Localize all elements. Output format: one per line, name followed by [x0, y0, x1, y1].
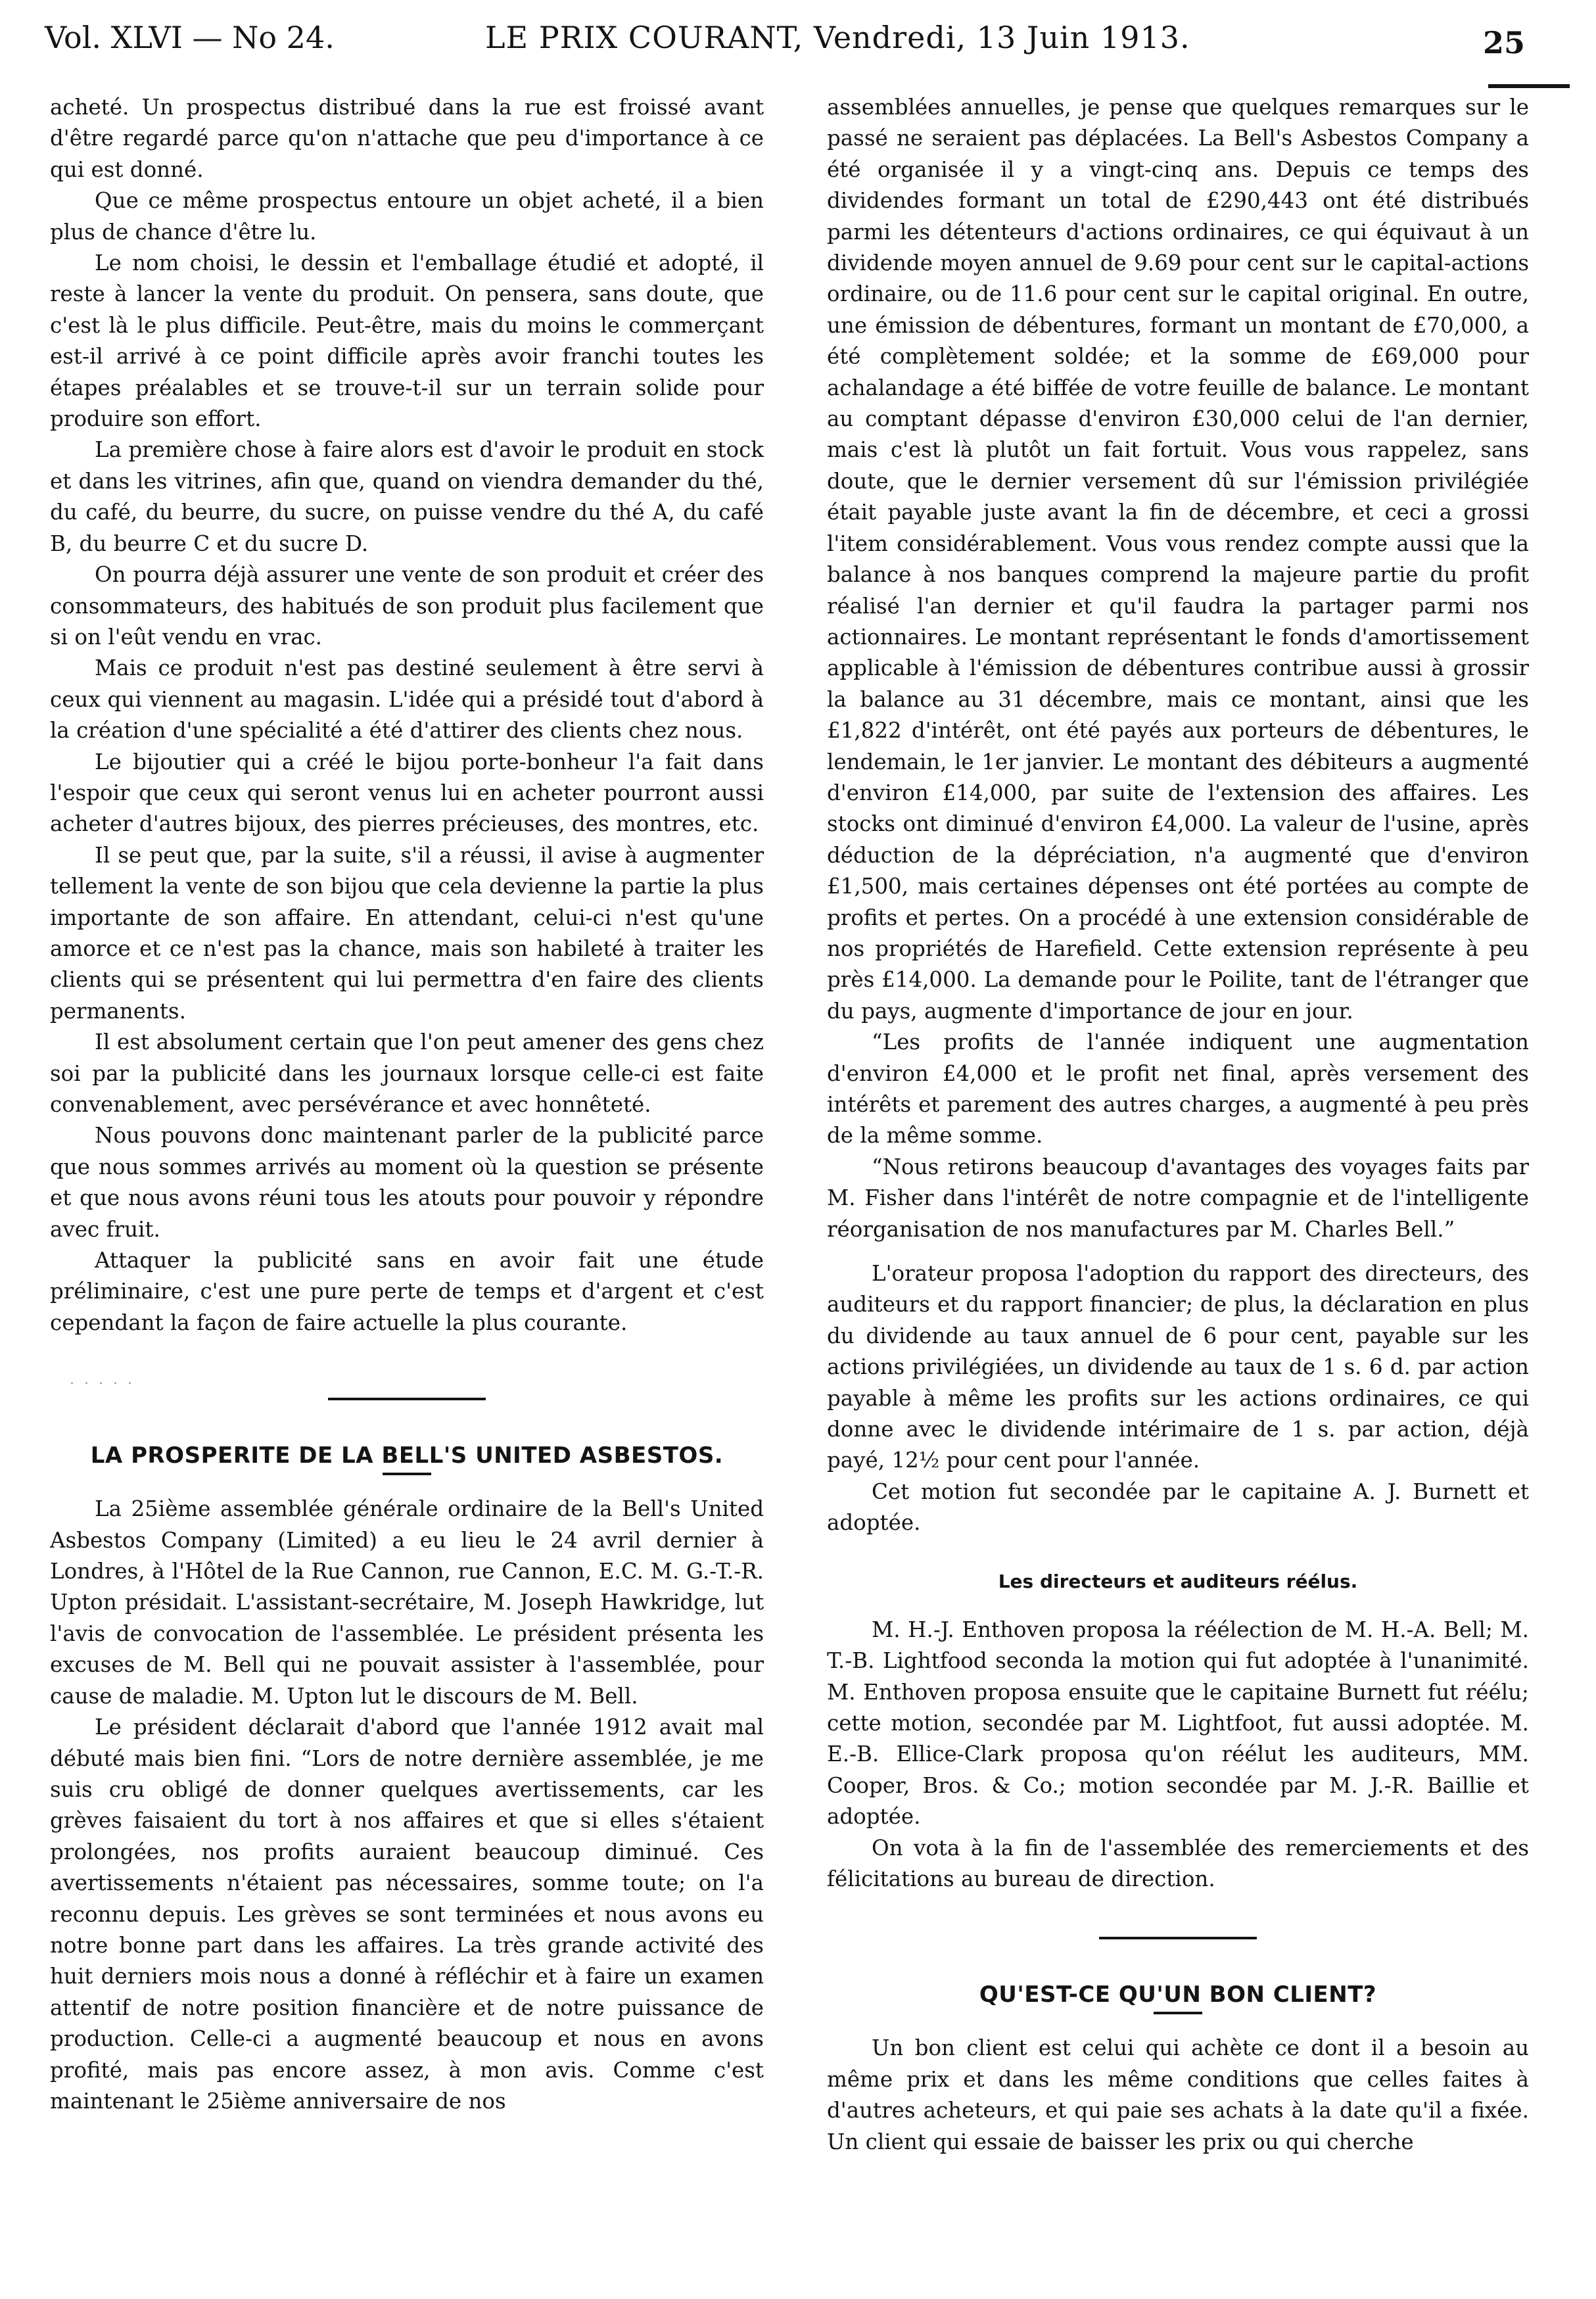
paragraph: Un bon client est celui qui achète ce dont il a besoin au même prix et dans les même conditions que celles faites à d'autres acheteurs, et qui paie ses achats à la date qu'il a fixée. Un client qui essaie de baisser les prix ou qui cherche [827, 2035, 1529, 2154]
print-speckles: . . . . . [70, 1371, 135, 1388]
paragraph: Le bijoutier qui a créé le bijou porte-bonheur l'a fait dans l'espoir que ceux qui seront venus lui en acheter pourront aussi acheter d'autres bijoux, des pierres précieuses, des montres, etc. [50, 749, 764, 837]
paragraph: L'orateur proposa l'adoption du rapport des directeurs, des auditeurs et du rapport financier; de plus, la déclaration en plus du dividende au taux annuel de 6 pour cent, payable sur les actions privilégiées, un dividende au taux de 1 s. 6 d. par action payable à même les profits sur les actions ordinaires, ce qui donne avec le dividende intérimaire de 1 s. par action, déjà payé, 12½ pour cent pour l'année. [827, 1261, 1529, 1473]
paragraph: Attaquer la publicité sans en avoir fait une étude préliminaire, c'est une pure perte de temps et d'argent et c'est cependant la façon de faire actuelle la plus courante. [50, 1248, 764, 1335]
paragraph: On vota à la fin de l'assemblée des remerciements et des félicitations au bureau de direction. [827, 1835, 1529, 1891]
page-header [45, 20, 1525, 72]
paragraph: Il se peut que, par la suite, s'il a réussi, il avise à augmenter tellement la vente de son bijou que cela devienne la partie la plus importante de son affaire. En attendant, celui-ci n'est qu'une amorce et ce n'est pas la chance, mais son habileté à traiter les clients qui se présentent qui lui permettra d'en faire des clients permanents. [50, 842, 764, 1024]
paragraph: Le nom choisi, le dessin et l'emballage étudié et adopté, il reste à lancer la vente du produit. On pensera, sans doute, que c'est là le plus difficile. Peut-être, mais du moins le commerçant est-il arrivé à ce point difficile après avoir franchi toutes les étapes préalables et se trouve-t-il sur un terrain solide pour produire son effort. [50, 250, 764, 432]
paragraph: La première chose à faire alors est d'avoir le produit en stock et dans les vitrines, afin que, quand on viendra demander du thé, du café, du beurre, du sucre, on puisse vendre du thé A, du café B, du beurre C et du sucre D. [50, 437, 764, 556]
section-title-bells-asbestos: LA PROSPERITE DE LA BELL'S UNITED ASBESTOS. [90, 1442, 724, 1469]
section-divider [1099, 1937, 1257, 1939]
section-title-good-client: QU'EST-CE QU'UN BON CLIENT? [979, 1981, 1377, 2008]
paragraph: Que ce même prospectus entoure un objet acheté, il a bien plus de chance d'être lu. [50, 188, 764, 245]
paragraph: “Nous retirons beaucoup d'avantages des voyages faits par M. Fisher dans l'intérêt de notre compagnie et de l'intelligente réorganisation de nos manufactures par M. Charles Bell.” [827, 1154, 1529, 1242]
paragraph: La 25ième assemblée générale ordinaire de la Bell's United Asbestos Company (Limited) a eu lieu le 24 avril dernier à Londres, à l'Hôtel de la Rue Cannon, rue Cannon, E.C. M. G.-T.-R. Upton présidait. L'assistant-secrétaire, M. Joseph Hawkridge, lut l'avis de convocation de l'assemblée. Le président présenta les excuses de M. Bell qui ne pouvait assister à l'assemblée, pour cause de maladie. M. Upton lut le discours de M. Bell. [50, 1496, 764, 1709]
paragraph: assemblées annuelles, je pense que quelques remarques sur le passé ne seraient pas déplacées. La Bell's Asbestos Company a été organisée il y a vingt-cinq ans. Depuis ce temps des dividendes formant un total de £290,443 ont été distribués parmi les détenteurs d'actions ordinaires, ce qui équivaut à un dividende moyen annuel de 9.69 pour cent sur le capital-actions ordinaire, ou de 11.6 pour cent sur le capital original. En outre, une émission de débentures, formant un montant de £70,000, a été complètement soldée; et la somme de £69,000 pour achalandage a été biffée de votre feuille de balance. Le montant au comptant dépasse d'environ £30,000 celui de l'an dernier, mais c'est là plutôt un fait fortuit. Vous vous rappelez, sans doute, que le dernier versement dû sur l'émission privilégiée était payable juste avant la fin de décembre, et ceci a grossi l'item considérablement. Vous vous rendez compte aussi que la balance à nos banques comprend la majeure partie du profit réalisé l'an dernier et qu'il faudra la partager parmi nos actionnaires. Le montant représentant le fonds d'amortissement applicable à l'émission de débentures contribue aussi à grossir la balance au 31 décembre, mais ce montant, ainsi que les £1,822 d'intérêt, ont été payés aux porteurs de débentures, le lendemain, le 1er janvier. Le montant des débiteurs a augmenté d'environ £14,000, par suite de l'extension des affaires. Les stocks ont diminué d'environ £4,000. La valeur de l'usine, après déduction de la dépréciation, n'a augmenté que d'environ £1,500, mais certaines dépenses ont été portées au compte de profits et pertes. On a procédé à une extension considérable de nos propriétés de Harefield. Cette extension représente à peu près £14,000. La demande pour le Poilite, tant de l'étranger que du pays, augmente d'importance de jour en jour. [827, 95, 1529, 1024]
page-number-underline [1488, 84, 1570, 88]
paragraph: acheté. Un prospectus distribué dans la rue est froissé avant d'être regardé parce qu'on n'attache que peu d'importance à ce qui est donné. [50, 95, 764, 182]
subheading-directors-reelected: Les directeurs et auditeurs réélus. [998, 1570, 1358, 1592]
page-number: 25 [1482, 25, 1525, 60]
paragraph: Le président déclarait d'abord que l'année 1912 avait mal débuté mais bien fini. “Lors de notre dernière assemblée, je me suis cru obligé de donner quelques avertissements, car les grèves faisaient du tort à nos affaires et que si elles s'étaient prolongées, nos profits auraient beaucoup diminué. Ces avertissements n'étaient pas nécessaires, somme toute; on l'a reconnu depuis. Les grèves se sont terminées et nous avons eu notre bonne part dans les affaires. La très grande activité des huit derniers mois nous a donné à réfléchir et à faire un examen attentif de notre position financière et de notre puissance de production. Celle-ci a augmenté beaucoup et nous en avons profité, mais pas encore assez, à mon avis. Comme c'est maintenant le 25ième anniversaire de nos [50, 1715, 764, 2114]
paragraph: Mais ce produit n'est pas destiné seulement à être servi à ceux qui viennent au magasin. L'idée qui a présidé tout d'abord à la création d'une spécialité a été d'attirer des clients chez nous. [50, 655, 764, 744]
volume-number: Vol. XLVI — No 24. [45, 20, 335, 55]
left-column [50, 92, 764, 2117]
section-divider [328, 1398, 486, 1400]
paragraph: Cet motion fut secondée par le capitaine A. J. Burnett et adoptée. [827, 1479, 1529, 1536]
paragraph: Nous pouvons donc maintenant parler de la publicité parce que nous sommes arrivés au moment où la question se présente et que nous avons réuni tous les atouts pour pouvoir y répondre avec fruit. [50, 1123, 764, 1242]
paragraph: M. H.-J. Enthoven proposa la réélection de M. H.-A. Bell; M. T.-B. Lightfood seconda la motion qui fut adoptée à l'unanimité. M. Enthoven proposa ensuite que le capitaine Burnett fut réélu; cette motion, secondée par M. Lightfoot, fut aussi adoptée. M. E.-B. Ellice-Clark proposa qu'on réélut les auditeurs, MM. Cooper, Bros. & Co.; motion secondée par M. J.-R. Baillie et adoptée. [827, 1617, 1529, 1830]
right-column [827, 92, 1529, 2158]
paragraph: Il est absolument certain que l'on peut amener des gens chez soi par la publicité dans les journaux lorsque celle-ci est faite convenablement, avec persévérance et avec honnêteté. [50, 1030, 764, 1117]
publication-title-date: LE PRIX COURANT, Vendredi, 13 Juin 1913. [485, 20, 1190, 55]
paragraph: “Les profits de l'année indiquent une augmentation d'environ £4,000 et le profit net final, après versement des intérêts et parement des autres charges, a augmenté à peu près de la même somme. [827, 1030, 1529, 1149]
paragraph: On pourra déjà assurer une vente de son produit et créer des consommateurs, des habitués de son produit plus facilement que si on l'eût vendu en vrac. [50, 562, 764, 650]
